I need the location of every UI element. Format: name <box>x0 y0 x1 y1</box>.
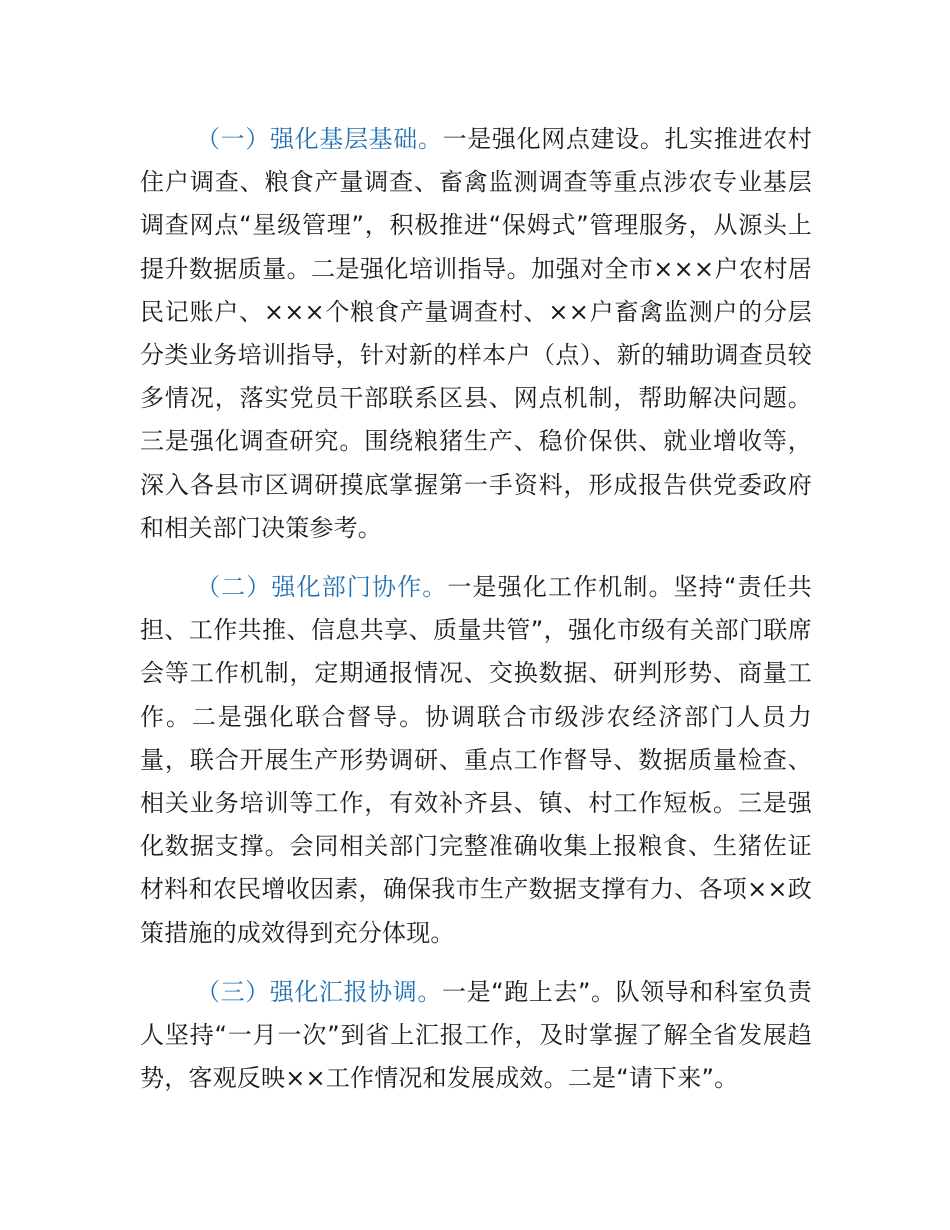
paragraph-2-text: 一是强化工作机制。坚持“责任共担、工作共推、信息共享、质量共管”，强化市级有关部门联席会等工作机制，定期通报情况、交换数据、研判形势、商量工作。二是强化联合督导。协调联合市级涉农经济部门人员力量，联合开展生产形势调研、重点工作督导、数据质量检查、相关业务培训等工作，有效补齐县、镇、村工作短板。三是强化数据支撑。会同相关部门完整准确收集上报粮食、生猪佐证材料和农民增收因素，确保我市生产数据支撑有力、各项××政策措施的成效得到充分体现。 <box>140 573 813 947</box>
document-body <box>140 118 812 1116</box>
paragraph-1-text: 一是强化网点建设。扎实推进农村住户调查、粮食产量调查、畜禽监测调查等重点涉农专业基层调查网点“星级管理”，积极推进“保姆式”管理服务，从源头上提升数据质量。二是强化培训指导。加强对全市×××户农村居民记账户、×××个粮食产量调查村、××户畜禽监测户的分层分类业务培训指导，针对新的样本户（点）、新的辅助调查员较多情况，落实党员干部联系区县、网点机制，帮助解决问题。三是强化调查研究。围绕粮猪生产、稳价保供、就业增收等，深入各县市区调研摸底掌握第一手资料，形成报告供党委政府和相关部门决策参考。 <box>140 125 813 542</box>
paragraph-3-heading: （三）强化汇报协调。 <box>196 977 442 1006</box>
paragraph-2-heading: （二）强化部门协作。 <box>196 573 448 602</box>
paragraph-2 <box>140 566 812 955</box>
paragraph-1 <box>140 118 812 550</box>
paragraph-1-heading: （一）强化基层基础。 <box>196 125 443 153</box>
paragraph-3 <box>140 971 812 1101</box>
paragraph-3-text: 一是“跑上去”。队领导和科室负责人坚持“一月一次”到省上汇报工作，及时掌握了解全省发展趋势，客观反映××工作情况和发展成效。二是“请下来”。 <box>140 977 812 1093</box>
